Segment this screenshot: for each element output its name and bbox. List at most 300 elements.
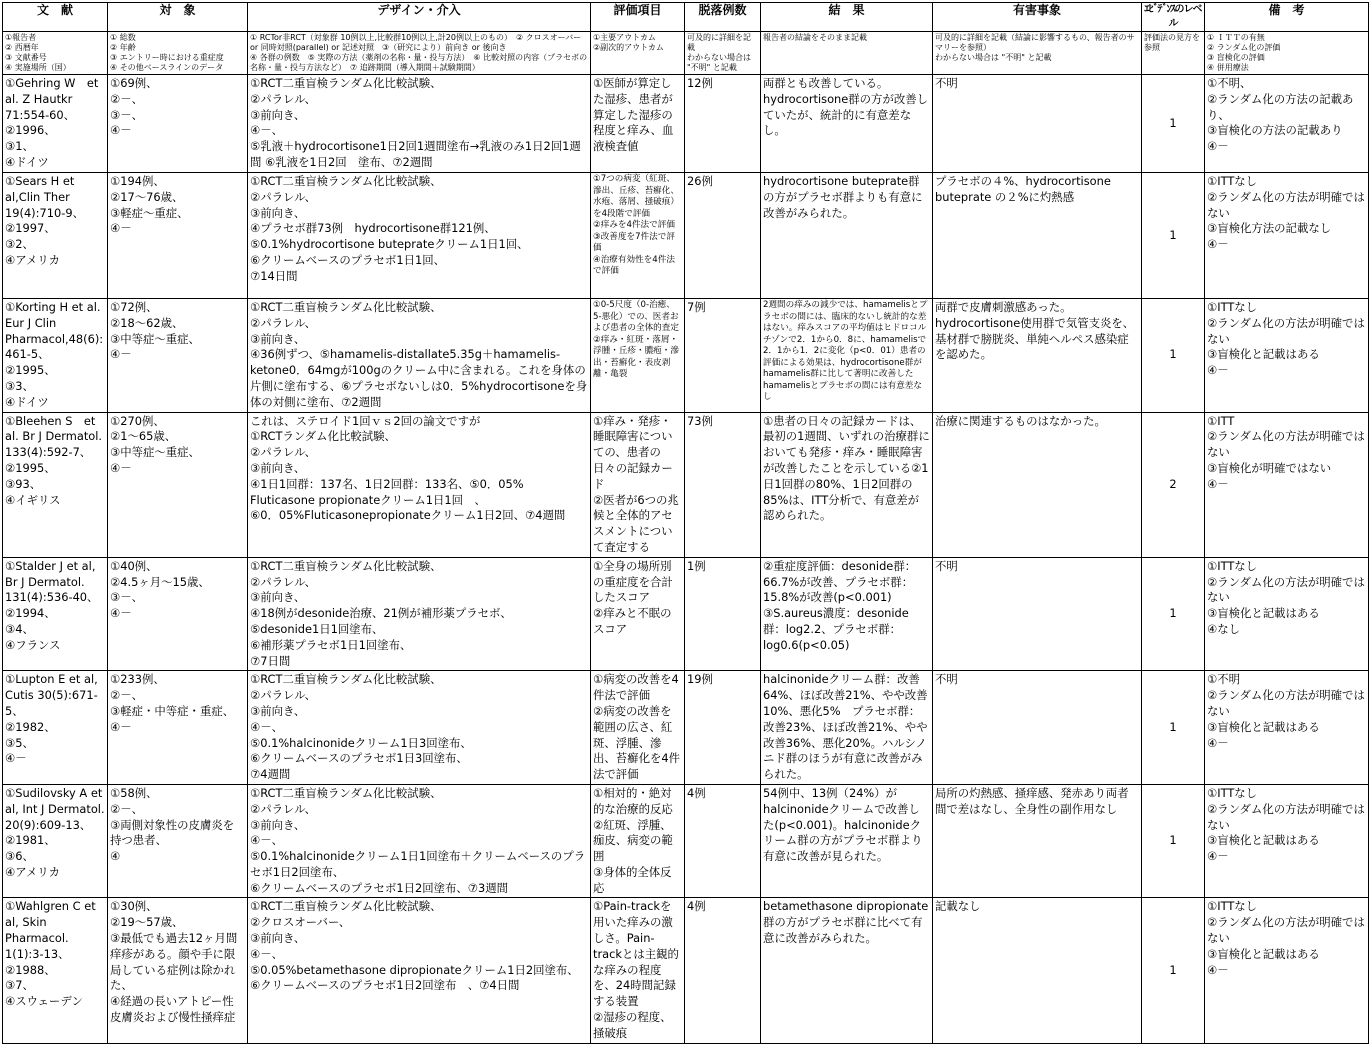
cell-line: ③身体的全体反応	[593, 864, 672, 895]
cell-line: ②パラレル、	[250, 574, 316, 589]
cell-line: ②痒みを4件法で評価	[593, 220, 675, 230]
cell-line: ②－、	[110, 688, 143, 703]
cell-line: ④治療有効性を4件法で評価	[593, 254, 675, 276]
adverse-cell	[933, 412, 1142, 557]
reference-cell	[3, 412, 108, 557]
cell-line: ③盲検化が明確ではない	[1207, 460, 1332, 475]
result-cell	[761, 173, 933, 299]
cell-line: ①Gehring W et al. Z Hautkr 71:554-60、	[5, 76, 102, 122]
col-header-dropout: 脱落例数	[685, 3, 761, 32]
cell-line: ③前向き、	[250, 331, 306, 346]
cell-line: ③2、	[5, 237, 34, 252]
cell-line: ③S.aureus濃度：desonide群：log2.2、プラセボ群：log0.6(p<0.05)	[763, 606, 909, 652]
evaluation-cell	[591, 898, 685, 1043]
cell-line: ③－、	[110, 107, 143, 122]
design-cell	[248, 557, 591, 671]
adverse-cell	[933, 173, 1142, 299]
dropout-cell: 73例	[685, 412, 761, 557]
evidence-level-cell: 1	[1142, 671, 1205, 785]
cell-line: ③盲検化と記載はある	[1207, 946, 1320, 961]
cell-line: ③3、	[5, 378, 34, 393]
table-row	[3, 784, 1369, 898]
cell-line: ④ドイツ	[5, 394, 49, 409]
cell-line: ⑤0.05%betamethasone dipropionateクリーム1日2回塗布、	[250, 962, 579, 977]
adverse-cell	[933, 671, 1142, 785]
cell-line: ①233例、	[110, 672, 165, 687]
table-row	[3, 898, 1369, 1043]
cell-line: ③最低でも過去12ヶ月間痒疹がある。顔や手に限局している症例は除かれた、	[110, 931, 238, 993]
cell-line: ③中等症～重症、	[110, 331, 200, 346]
adverse-cell	[933, 784, 1142, 898]
subheader-line: ④ その他ベースラインのデータ	[110, 63, 224, 72]
cell-line: ⑦14日間	[250, 268, 298, 283]
cell-line: 2週間の痒みの減少では、hamamelisとプラセボの間には、臨床的ないし統計的な差はない。痒みスコアの平均値はヒドロコルチゾンで2．1から0．8に、hamamelisで2．1から1．2に変化（p<0．01）患者の評価による効果は、hydrocortisone群がhamamelis群に比して著明に改善したhamamelisとプラセボの間には有意差なし	[763, 300, 928, 402]
cell-line: ①194例、	[110, 174, 165, 188]
evidence-level-cell: 2	[1142, 412, 1205, 557]
result-cell	[761, 557, 933, 671]
cell-line: ②－、	[110, 801, 143, 816]
cell-line: ①不明、	[1207, 76, 1252, 90]
notes-cell	[1205, 784, 1369, 898]
subject-cell	[108, 299, 248, 413]
cell-line: ①痒み・発疹・睡眠障害についての、患者の日々の記録カード	[593, 413, 673, 491]
cell-line: ①ITTなし	[1207, 785, 1258, 800]
cell-line: ④－	[1207, 363, 1229, 378]
cell-line: ④アメリカ	[5, 864, 60, 879]
cell-line: ②重症度評価：desonide群：66.7%が改善、プラセボ群：15.8%が改善(p<0.001)	[763, 558, 917, 605]
subject-cell	[108, 557, 248, 671]
adverse-cell	[933, 898, 1142, 1043]
subheader-line: わからない場合は "不明" と記載	[687, 53, 754, 72]
subheader-design	[248, 32, 591, 75]
cell-line: ②1981、	[5, 833, 56, 848]
cell-line: ②パラレル、	[250, 91, 316, 106]
cell-line: 治療に関連するものはなかった。	[935, 413, 1106, 428]
cell-line: ④－	[1207, 139, 1229, 154]
subheader-evidence-level	[1142, 32, 1205, 75]
subheader-line: ④ 各群の例数 ⑤ 実際の方法（薬剤の名称・量・投与方法） ⑥ 比較対照の内容（プラセボの名称・量・投与方法など） ⑦ 追跡期間（導入期間＋試験期間）	[250, 53, 588, 72]
dropout-cell: 4例	[685, 784, 761, 898]
cell-line: ④スウェーデン	[5, 994, 83, 1009]
col-header-result: 結 果	[761, 3, 933, 32]
cell-line: ④－、	[250, 719, 283, 734]
cell-line: ①ITTなし	[1207, 300, 1258, 314]
cell-line: ④－、	[250, 123, 283, 138]
cell-line: 不明	[935, 76, 958, 90]
subheader-reference	[3, 32, 108, 75]
subheader-line: ②副次的アウトカム	[593, 43, 664, 52]
table-row	[3, 75, 1369, 173]
subject-cell	[108, 75, 248, 173]
cell-line: ④－、	[250, 946, 283, 961]
design-cell	[248, 173, 591, 299]
design-cell	[248, 412, 591, 557]
reference-cell	[3, 299, 108, 413]
cell-line: ④－	[110, 123, 132, 138]
result-cell	[761, 784, 933, 898]
cell-line: ④36例ずつ、⑤hamamelis-distallate5.35g＋hamamelis-ketone0．64mgが100gのクリーム中に含まれる。これを身体の片側に塗布する、⑥プラセボないしは0．5%hydrocortisoneを身体の対側に塗布、⑦2週間	[250, 347, 588, 409]
col-header-reference: 文 献	[3, 3, 108, 32]
notes-cell	[1205, 173, 1369, 299]
cell-line: ②18～62歳、	[110, 315, 184, 330]
col-header-subject: 対 象	[108, 3, 248, 32]
cell-line: ④－	[5, 751, 27, 766]
notes-cell	[1205, 75, 1369, 173]
cell-line: ②1982、	[5, 719, 56, 734]
col-header-design: デザイン・介入	[248, 3, 591, 32]
result-cell	[761, 75, 933, 173]
cell-line: ⑤0.1%halcinonideクリーム1日3回塗布、	[250, 735, 472, 750]
table-row	[3, 299, 1369, 413]
cell-line: ②1997、	[5, 221, 56, 236]
table-row	[3, 671, 1369, 785]
cell-line: 両群で皮膚刺激感あった。hydrocortisone使用群で気管支炎を、基材群で膀胱炎、単純ヘルペス感染症を認めた。	[935, 300, 1135, 362]
cell-line: ④－	[1207, 237, 1229, 252]
cell-line: ⑥補形薬プラセボ1日1回塗布、	[250, 637, 412, 652]
cell-line: ①72例、	[110, 300, 158, 314]
cell-line: ③両側対象性の皮膚炎を持つ患者、	[110, 817, 235, 848]
cell-line: ③前向き、	[250, 590, 306, 605]
cell-line: ②19～57歳、	[110, 915, 184, 930]
cell-line: 両群とも改善している。hydrocortisone群の方が改善していたが、統計的に有意差なし。	[763, 76, 929, 138]
cell-line: ①RCT二重盲検ランダム化比較試験、	[250, 76, 442, 90]
reference-cell	[3, 784, 108, 898]
cell-line: ①病変の改善を4件法で評価	[593, 672, 679, 703]
table-row	[3, 412, 1369, 557]
subheader-line: 可及的に詳細を記載（結論に影響するもの、報告者のサマリーを参照）	[935, 33, 1135, 52]
cell-line: ③4、	[5, 621, 34, 636]
cell-line: ③盲検化と記載はある	[1207, 719, 1320, 734]
cell-line: 局所の灼熱感、掻痒感、発赤あり両者間で差はなし、全身性の副作用なし	[935, 785, 1129, 816]
cell-line: ①7つの病変（紅斑、滲出、丘疹、苔癬化、水疱、落屑、掻破痕）を4段階で評価	[593, 174, 679, 219]
cell-line: ②パラレル、	[250, 189, 316, 204]
cell-line: ⑤desonide1日1回塗布、	[250, 621, 384, 636]
reference-cell	[3, 173, 108, 299]
cell-line: ①58例、	[110, 785, 158, 800]
cell-line: ①RCT二重盲検ランダム化比較試験、	[250, 899, 442, 914]
cell-line: ④ドイツ	[5, 154, 49, 169]
design-cell	[248, 898, 591, 1043]
subheader-line: ④ 併用療法	[1207, 63, 1249, 72]
dropout-cell: 4例	[685, 898, 761, 1043]
notes-cell	[1205, 412, 1369, 557]
cell-line: ③前向き、	[250, 931, 306, 946]
result-cell	[761, 412, 933, 557]
cell-line: ①Korting H et al. Eur J Clin Pharmacol,48(6): 461-5、	[5, 300, 107, 362]
cell-line: ②クロスオーバー、	[250, 915, 351, 930]
dropout-cell: 7例	[685, 299, 761, 413]
adverse-cell	[933, 75, 1142, 173]
cell-line: ②ランダム化の方法が明確ではない	[1207, 315, 1365, 346]
cell-line: 54例中、13例（24%）がhalcinonideクリームで改善した(p<0.001)。halcinonideクリーム群の方がプラセボ群より有意に改善が見られた。	[763, 785, 923, 864]
cell-line: ④－、	[250, 833, 283, 848]
cell-line: ④－	[1207, 962, 1229, 977]
dropout-cell: 26例	[685, 173, 761, 299]
design-cell	[248, 75, 591, 173]
col-header-adverse: 有害事象	[933, 3, 1142, 32]
subject-cell	[108, 671, 248, 785]
evaluation-cell	[591, 412, 685, 557]
notes-cell	[1205, 299, 1369, 413]
cell-line: ②湿疹の程度、掻破痕	[593, 1010, 672, 1040]
cell-line: ②病変の改善を範囲の広さ、紅斑、浮腫、滲出、苔癬化を4件法で評価	[593, 703, 680, 782]
cell-line: ①Sears H et al,Clin Ther 19(4):710-9、	[5, 174, 84, 220]
dropout-cell: 12例	[685, 75, 761, 173]
evidence-level-cell: 1	[1142, 173, 1205, 299]
subheader-subject	[108, 32, 248, 75]
cell-line: ②4.5ヶ月～15歳、	[110, 574, 210, 589]
cell-line: ②1988、	[5, 962, 56, 977]
cell-line: ①RCT二重盲検ランダム化比較試験、	[250, 785, 442, 800]
cell-line: ③盲検化の方法の記載あり	[1207, 123, 1343, 138]
cell-line: ④経過の長いアトピー性皮膚炎および慢性掻痒症	[110, 994, 236, 1025]
cell-line: ②ランダム化の方法が明確ではない	[1207, 688, 1365, 718]
cell-line: ②パラレル、	[250, 688, 316, 703]
table-row	[3, 557, 1369, 671]
evaluation-cell	[591, 75, 685, 173]
subheader-line: ①報告者	[5, 33, 37, 42]
cell-line: hydrocortisone buteprate群の方がプラセボ群よりも有意に改善がみられた。	[763, 174, 923, 220]
cell-line: ④－	[110, 347, 132, 362]
cell-line: ②ランダム化の方法が明確ではない	[1207, 801, 1365, 832]
subheader-line: ① ＩＴＴの有無	[1207, 33, 1265, 42]
cell-line: ③5、	[5, 735, 34, 750]
cell-line: 不明	[935, 672, 958, 687]
cell-line: ②ランダム化の方法が明確ではない	[1207, 915, 1365, 946]
reference-cell	[3, 75, 108, 173]
cell-line: ②1～65歳、	[110, 429, 177, 444]
cell-line: ①不明	[1207, 672, 1240, 687]
cell-line: ②1995、	[5, 363, 56, 378]
evidence-level-cell: 1	[1142, 557, 1205, 671]
cell-line: ④－	[110, 460, 132, 475]
cell-line: ③－、	[110, 590, 143, 605]
subheader-line: ② ランダム化の評価	[1207, 43, 1281, 52]
cell-line: ④－	[110, 606, 132, 621]
cell-line: ③93、	[5, 476, 42, 491]
cell-line: ④	[110, 849, 121, 864]
cell-line: ③前向き、	[250, 205, 306, 220]
cell-line: ①RCT二重盲検ランダム化比較試験、	[250, 672, 442, 687]
cell-line: ③改善度を7件法で評価	[593, 231, 675, 253]
cell-line: ②1996、	[5, 123, 56, 138]
evidence-level-cell: 1	[1142, 299, 1205, 413]
cell-line: ④1日1回群：137名、1日2回群：133名、⑤0．05% Fluticasone propionateクリーム1日1回 、	[250, 476, 528, 507]
cell-line: ⑥クリームベースのプラセボ1日2回塗布、⑦3週間	[250, 880, 509, 895]
cell-line: ③1、	[5, 139, 34, 154]
cell-line: ②－、	[110, 91, 143, 106]
cell-line: betamethasone dipropionate群の方がプラセボ群に比べて有意に改善がみられた。	[763, 899, 929, 946]
cell-line: ④アメリカ	[5, 252, 60, 267]
cell-line: これは、ステロイド1回ｖｓ2回の論文ですが	[250, 413, 481, 428]
cell-line: ①Stalder J et al, Br J Dermatol. 131(4):536-40、	[5, 558, 100, 605]
cell-line: ②紅斑、浮腫、痂皮、病変の範囲	[593, 817, 673, 864]
subject-cell	[108, 173, 248, 299]
col-header-evidence-level: ｴﾋﾞﾃﾞﾝｽのレベル	[1142, 3, 1205, 32]
cell-line: 不明	[935, 558, 958, 573]
cell-line: ⑥クリームベースのプラセボ1日2回塗布 、⑦4日間	[250, 978, 520, 993]
cell-line: ⑤0.1%halcinonideクリーム1日1回塗布＋クリームベースのプラセボ1日2回塗布、	[250, 849, 586, 879]
cell-line: ⑥クリームベースのプラセボ1日1回、	[250, 252, 445, 267]
cell-line: ②ランダム化の方法が明確ではない	[1207, 189, 1365, 220]
subject-cell	[108, 784, 248, 898]
cell-line: ②医者が6つの兆候と全体的アセスメントについて査定する	[593, 492, 679, 554]
cell-line: 記載なし	[935, 899, 981, 914]
evaluation-cell	[591, 173, 685, 299]
cell-line: ②1994、	[5, 606, 56, 621]
cell-line: ④－	[110, 221, 132, 236]
subheader-line: わからない場合は "不明" と記載	[935, 53, 1052, 62]
cell-line: ③前向き、	[250, 817, 306, 832]
dropout-cell: 19例	[685, 671, 761, 785]
cell-line: ①Wahlgren C et al, Skin Pharmacol. 1(1):3-13、	[5, 899, 100, 961]
cell-line: ①40例、	[110, 558, 158, 573]
cell-line: ③盲検化と記載はある	[1207, 606, 1320, 621]
subheader-line: 報告者の結論をそのまま記載	[763, 33, 867, 42]
cell-line: ①Pain-trackを用いた痒みの激しさ。Pain-trackとは主観的な痒みの程度を、24時間記録する装置	[593, 899, 679, 1009]
adverse-cell	[933, 557, 1142, 671]
dropout-cell: 1例	[685, 557, 761, 671]
cell-line: ④イギリス	[5, 492, 61, 507]
subheader-result	[761, 32, 933, 75]
cell-line: ①医師が算定した湿疹、患者が算定した湿疹の程度と痒み、血液検査値	[593, 76, 674, 154]
cell-line: ③軽症・中等症・重症、	[110, 703, 235, 718]
reference-cell	[3, 671, 108, 785]
cell-line: ⑥クリームベースのプラセボ1日3回塗布、	[250, 751, 468, 766]
subheader-row	[3, 32, 1369, 75]
cell-line: ①RCT二重盲検ランダム化比較試験、	[250, 300, 442, 314]
evaluation-cell	[591, 299, 685, 413]
subheader-dropout	[685, 32, 761, 75]
notes-cell	[1205, 898, 1369, 1043]
cell-line: プラセボの４%、hydrocortisone buteprate の２%に灼熱感	[935, 174, 1115, 204]
subheader-line: ② 年齢	[110, 43, 136, 52]
design-cell	[248, 299, 591, 413]
result-cell	[761, 671, 933, 785]
cell-line: ③盲検化と記載はある	[1207, 347, 1320, 362]
evaluation-cell	[591, 671, 685, 785]
cell-line: ①0-5尺度（0-治癒、5-悪化）での、医者および患者の全体的査定②痒み・紅斑・落屑・浮腫・丘疹・膿疱・滲出・苔癬化・表皮剥離・亀裂	[593, 300, 679, 379]
cell-line: ①ITTなし	[1207, 558, 1258, 573]
cell-line: ⑦4週間	[250, 767, 291, 782]
cell-line: ④－	[1207, 735, 1229, 750]
cell-line: ②パラレル、	[250, 801, 316, 816]
cell-line: ⑥0．05%Fluticasonepropionateクリーム1日2回、⑦4週間	[250, 508, 566, 523]
cell-line: ①ITTなし	[1207, 899, 1258, 914]
subheader-line: ① RCTor非RCT（対象群 10例以上,比較群10例以上,計20例以上のもの） ② クロスオーバー or 同時対照(parallel) or 記述対照 ③（研究により）前向き or 後向き	[250, 33, 584, 52]
result-cell	[761, 299, 933, 413]
cell-line: ④－	[1207, 849, 1229, 864]
notes-cell	[1205, 671, 1369, 785]
cell-line: ③6、	[5, 849, 34, 864]
cell-line: ①ITT	[1207, 413, 1235, 428]
evidence-level-cell: 1	[1142, 75, 1205, 173]
cell-line: ②ランダム化の方法の記載あり、	[1207, 91, 1354, 122]
cell-line: ⑤乳液＋hydrocortisone1日2回1週間塗布→乳液のみ1日2回1週間 ⑥乳液を1日2回 塗布、⑦2週間	[250, 139, 581, 169]
subject-cell	[108, 898, 248, 1043]
cell-line: ③前向き、	[250, 460, 306, 475]
subheader-adverse	[933, 32, 1142, 75]
cell-line: ④なし	[1207, 621, 1240, 636]
cell-line: ②17～76歳、	[110, 189, 184, 204]
subheader-line: ③ エントリー時における重症度	[110, 53, 224, 62]
notes-cell	[1205, 557, 1369, 671]
cell-line: ①69例、	[110, 76, 158, 90]
reference-cell	[3, 898, 108, 1043]
subheader-line: ③ 盲検化の評価	[1207, 53, 1265, 62]
cell-line: ②ランダム化の方法が明確ではない	[1207, 574, 1365, 605]
cell-line: ①相対的・絶対的な治療的反応	[593, 785, 673, 816]
cell-line: ⑤0.1%hydrocortisone buteprateクリーム1日1回、	[250, 237, 529, 252]
cell-line: ④フランス	[5, 637, 61, 652]
col-header-notes: 備 考	[1205, 3, 1369, 32]
cell-line: ①患者の日々の記録カードは、最初の1週間、いずれの治療群においても発疹・痒み・睡眠障害が改善したことを示している②1日1回群の80%、1日2回群の85%は、ITT分析で、有意差が認められた。	[763, 413, 930, 523]
cell-line: ①Lupton E et al, Cutis 30(5):671-5、	[5, 672, 102, 718]
cell-line: ③中等症～重症、	[110, 445, 200, 460]
design-cell	[248, 784, 591, 898]
cell-line: ①全身の場所別の重症度を合計したスコア	[593, 558, 673, 605]
subheader-line: ① 総数	[110, 33, 136, 42]
result-cell	[761, 898, 933, 1043]
cell-line: ②1995、	[5, 460, 56, 475]
header-row	[3, 3, 1369, 32]
evidence-level-cell: 1	[1142, 784, 1205, 898]
cell-line: ④－	[110, 719, 132, 734]
subheader-line: ② 西暦年	[5, 43, 39, 52]
cell-line: ①30例、	[110, 899, 158, 914]
cell-line: halcinonideクリーム群：改善64%、ほぼ改善21%、やや改善10%、悪化5% プラセボ群：改善23%、ほぼ改善21%、やや改善36%、悪化20%。ハルシノニド群のほうが有意に改善がみられた。	[763, 672, 928, 782]
cell-line: ①Bleehen S et al. Br J Dermatol. 133(4):592-7、	[5, 413, 106, 460]
subheader-notes	[1205, 32, 1369, 75]
evaluation-cell	[591, 784, 685, 898]
cell-line: ②パラレル、	[250, 315, 316, 330]
cell-line: ①RCTランダム化比較試験、	[250, 429, 396, 444]
cell-line: ③軽症～重症、	[110, 205, 189, 220]
evidence-table	[2, 2, 1369, 1044]
evidence-level-cell: 1	[1142, 898, 1205, 1043]
evaluation-cell	[591, 557, 685, 671]
cell-line: ①Sudilovsky A et al, Int J Dermatol. 20(9):609-13、	[5, 785, 109, 832]
table-row	[3, 173, 1369, 299]
cell-line: ③盲検化と記載はある	[1207, 833, 1320, 848]
subject-cell	[108, 412, 248, 557]
subheader-line: 可及的に詳細を記載	[687, 33, 751, 52]
subheader-line: ③ 文献番号	[5, 53, 47, 62]
cell-line: ①RCT二重盲検ランダム化比較試験、	[250, 174, 442, 188]
cell-line: ③前向き、	[250, 107, 306, 122]
cell-line: ⑦7日間	[250, 653, 291, 668]
cell-line: ③7、	[5, 978, 34, 993]
cell-line: ②パラレル、	[250, 445, 316, 460]
cell-line: ②痒みと不眠のスコア	[593, 606, 672, 636]
subheader-evaluation	[591, 32, 685, 75]
cell-line: ①270例、	[110, 413, 165, 428]
subheader-line: ①主要アウトカム	[593, 33, 656, 42]
cell-line: ①ITTなし	[1207, 174, 1258, 188]
cell-line: ②ランダム化の方法が明確ではない	[1207, 429, 1365, 460]
design-cell	[248, 671, 591, 785]
col-header-evaluation: 評価項目	[591, 3, 685, 32]
subheader-line: ④ 実施場所（国）	[5, 63, 71, 72]
reference-cell	[3, 557, 108, 671]
cell-line: ③盲検化方法の記載なし	[1207, 221, 1332, 236]
subheader-line: 評価法の見方を参照	[1144, 33, 1200, 52]
cell-line: ④－	[1207, 476, 1229, 491]
cell-line: ④プラセボ群73例 hydrocortisone群121例、	[250, 221, 496, 236]
adverse-cell	[933, 299, 1142, 413]
cell-line: ①RCT二重盲検ランダム化比較試験、	[250, 558, 442, 573]
cell-line: ③前向き、	[250, 703, 306, 718]
